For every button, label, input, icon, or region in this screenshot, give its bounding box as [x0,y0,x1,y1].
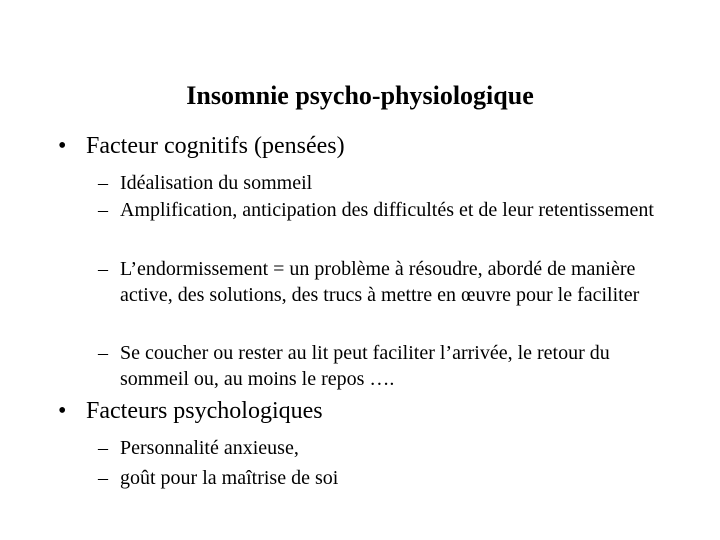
dash-icon: – [98,467,108,489]
list-item [98,465,678,491]
list-item-text: Se coucher ou rester au lit peut faciliter l’arrivée, le retour du sommeil ou, au moins le repos …. [120,342,610,390]
list-item [98,435,678,461]
bullet-icon: • [58,398,67,424]
bullet-icon: • [58,133,67,159]
list-item-text: Amplification, anticipation des difficultés et de leur retentissement [120,199,654,221]
section-heading: Facteur cognitifs (pensées) [86,133,345,159]
list-item-text: goût pour la maîtrise de soi [120,467,339,489]
list-item [98,256,678,308]
section-heading: Facteurs psychologiques [86,398,323,424]
dash-icon: – [98,172,108,194]
dash-icon: – [98,437,108,459]
list-item-text: Idéalisation du sommeil [120,172,313,194]
dash-icon: – [98,342,108,364]
list-item [98,340,678,392]
dash-icon: – [98,199,108,221]
list-item [98,170,678,196]
dash-icon: – [98,258,108,280]
bullet-cognitive-factors [58,131,345,161]
list-item [98,197,678,223]
slide-title: Insomnie psycho-physiologique [186,81,534,110]
bullet-psychological-factors [58,396,323,426]
list-item-text: Personnalité anxieuse, [120,437,299,459]
list-item-text: L’endormissement = un problème à résoudre, abordé de manière active, des solutions, des trucs à mettre en œuvre pour le faciliter [120,258,640,306]
